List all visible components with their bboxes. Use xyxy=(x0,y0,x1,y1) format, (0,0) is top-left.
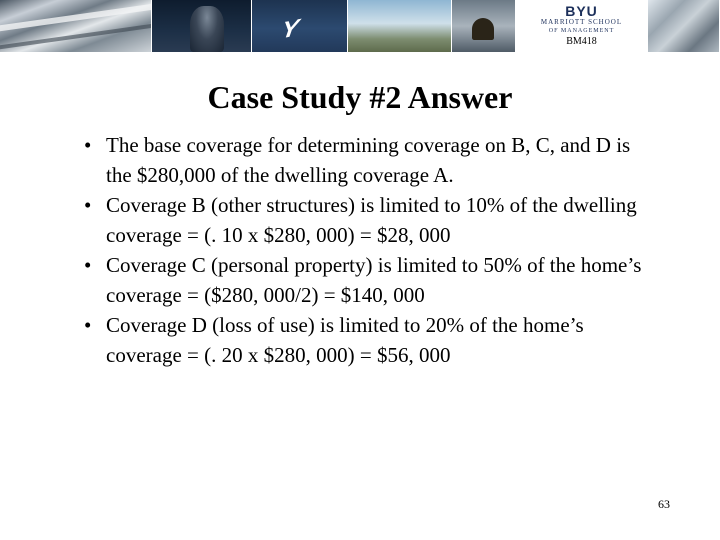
header-banner xyxy=(0,0,720,52)
bullet-marker: • xyxy=(84,253,92,277)
bullet-text: Coverage B (other structures) is limited to 10% of the dwelling coverage = (. 10 x $280, 000) = $28, 000 xyxy=(106,193,637,247)
logo-byu-text: BYU xyxy=(565,3,598,19)
slide-title: Case Study #2 Answer xyxy=(207,79,513,115)
bullet-item xyxy=(84,250,644,310)
banner-photo-tower xyxy=(648,0,720,52)
page-number: 63 xyxy=(658,497,670,511)
statue-image xyxy=(190,6,224,52)
bullet-list xyxy=(84,130,644,370)
course-code: BM418 xyxy=(566,36,597,47)
logo-management-text: OF MANAGEMENT xyxy=(548,28,615,34)
bullet-text: The base coverage for determining coverage on B, C, and D is the $280,000 of the dwelling coverage A. xyxy=(106,133,631,187)
banner-photo-bell xyxy=(452,0,516,52)
y-mountain-icon: Y xyxy=(279,14,301,45)
logo-school-text: MARRIOTT SCHOOL xyxy=(540,18,623,26)
bullet-marker: • xyxy=(84,133,92,157)
bell-icon xyxy=(472,18,494,40)
bullet-item xyxy=(84,190,644,250)
byu-marriott-logo xyxy=(516,0,648,52)
banner-photo-landscape xyxy=(348,0,452,52)
bullet-text: Coverage D (loss of use) is limited to 20% of the home’s coverage = (. 20 x $280, 000) = $56, 000 xyxy=(106,313,584,367)
bullet-marker: • xyxy=(84,193,92,217)
banner-photo-building xyxy=(0,0,152,52)
bullet-item xyxy=(84,310,644,370)
bullet-marker: • xyxy=(84,313,92,337)
banner-photo-y-mountain xyxy=(252,0,348,52)
bullet-item xyxy=(84,130,644,190)
bullet-text: Coverage C (personal property) is limited to 50% of the home’s coverage = ($280, 000/2) = $140, 000 xyxy=(106,253,642,307)
banner-photo-statue xyxy=(152,0,252,52)
